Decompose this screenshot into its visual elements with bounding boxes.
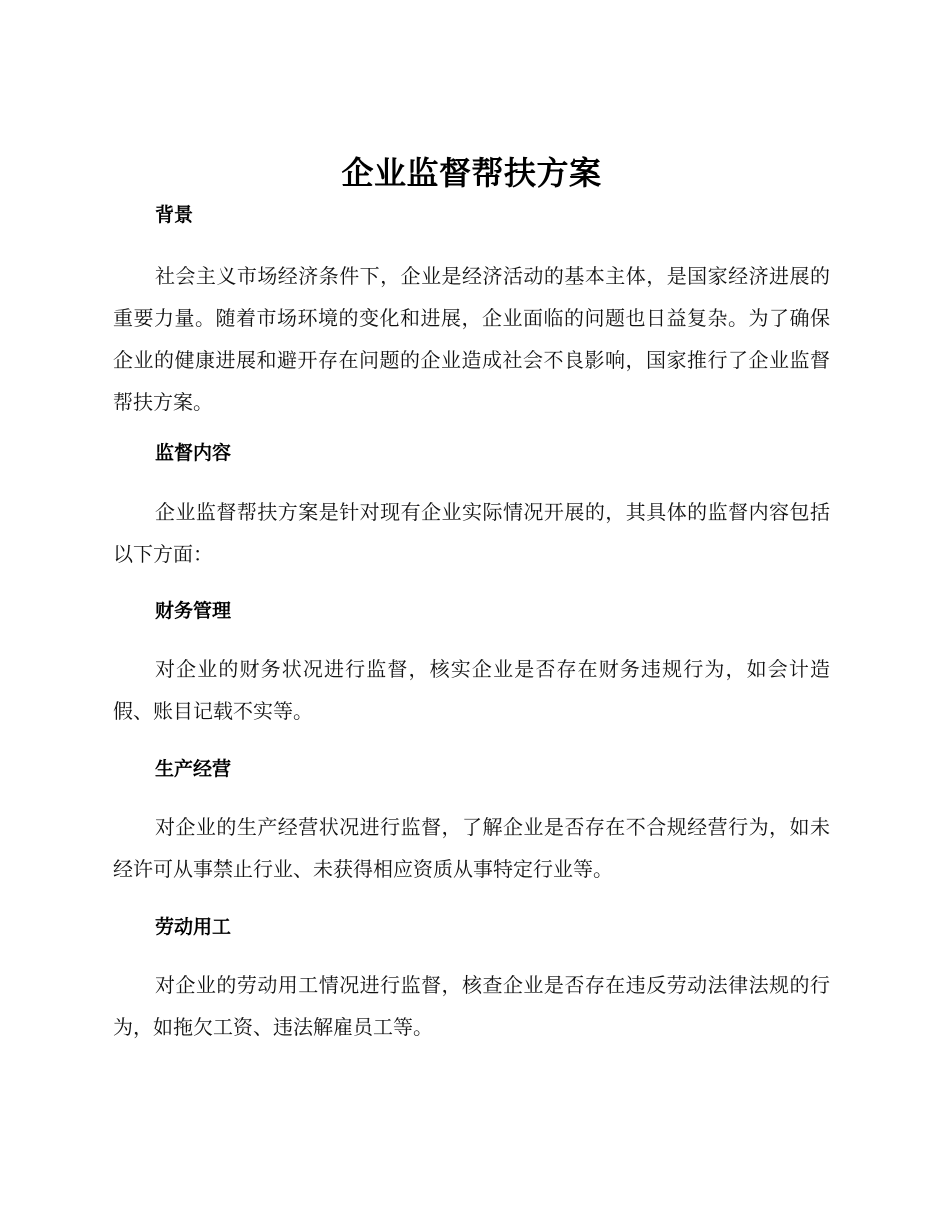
document-title: 企业监督帮扶方案 (341, 154, 602, 192)
section-heading-background: 背景 (155, 204, 194, 226)
section-heading-production-operation: 生产经营 (155, 758, 232, 780)
section-paragraph-financial-management: 对企业的财务状况进行监督，核实企业是否存在财务违规行为，如会计造假、账目记载不实等。 (113, 657, 830, 723)
section-heading-labor-employment: 劳动用工 (155, 916, 232, 938)
section-paragraph-supervision-content: 企业监督帮扶方案是针对现有企业实际情况开展的，其具体的监督内容包括以下方面： (113, 500, 830, 566)
section-paragraph-background: 社会主义市场经济条件下，企业是经济活动的基本主体，是国家经济进展的重要力量。随着市场环境的变化和进展，企业面临的问题也日益复杂。为了确保企业的健康进展和避开存在问题的企业造成社会不良影响，国家推行了企业监督帮扶方案。 (113, 264, 830, 414)
section-paragraph-production-operation: 对企业的生产经营状况进行监督，了解企业是否存在不合规经营行为，如未经许可从事禁止行业、未获得相应资质从事特定行业等。 (113, 815, 830, 881)
section-heading-supervision-content: 监督内容 (155, 442, 232, 464)
section-heading-financial-management: 财务管理 (155, 600, 232, 622)
section-paragraph-labor-employment: 对企业的劳动用工情况进行监督，核查企业是否存在违反劳动法律法规的行为，如拖欠工资、违法解雇员工等。 (113, 973, 830, 1039)
document-body (113, 150, 830, 1048)
